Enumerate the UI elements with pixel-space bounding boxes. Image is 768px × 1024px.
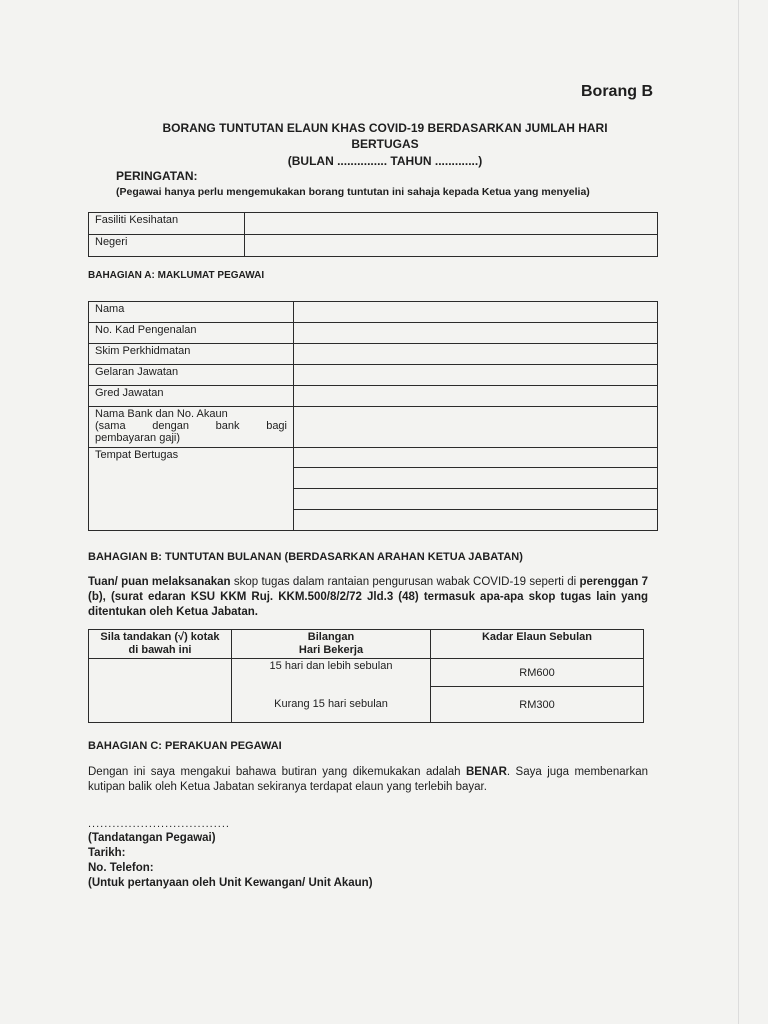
- workplace-label: Tempat Bertugas: [89, 448, 294, 531]
- ic-number-label: No. Kad Pengenalan: [89, 323, 294, 344]
- table-row: [89, 323, 658, 344]
- table-row: [89, 630, 644, 659]
- date-label: Tarikh:: [88, 847, 126, 859]
- form-title-line3: (BULAN ............... TAHUN .............): [287, 154, 483, 168]
- section-b-paragraph: [88, 575, 648, 620]
- days-option: Kurang 15 hari sebulan: [232, 687, 431, 723]
- finance-note: (Untuk pertanyaan oleh Unit Kewangan/ Unit Akaun): [88, 877, 373, 889]
- workplace-field-line1[interactable]: [294, 448, 658, 468]
- phone-label: No. Telefon:: [88, 862, 154, 874]
- facility-label: Fasiliti Kesihatan: [89, 213, 245, 235]
- form-title-line1: BORANG TUNTUTAN ELAUN KHAS COVID-19 BERDASARKAN JUMLAH HARI: [162, 121, 608, 135]
- signature-dotted-line: ...................................: [88, 818, 230, 830]
- ic-number-field[interactable]: [294, 323, 658, 344]
- facility-table: [88, 212, 658, 257]
- table-row: [89, 213, 658, 235]
- table-row: [89, 365, 658, 386]
- table-row: [89, 659, 644, 687]
- job-grade-field[interactable]: [294, 386, 658, 407]
- section-c-paragraph: [88, 765, 648, 795]
- job-title-label: Gelaran Jawatan: [89, 365, 294, 386]
- days-column-header: [232, 630, 431, 659]
- section-a-heading: BAHAGIAN A: MAKLUMAT PEGAWAI: [88, 270, 265, 281]
- warning-text: (Pegawai hanya perlu mengemukakan borang tuntutan ini sahaja kepada Ketua yang menyelia): [116, 186, 590, 198]
- days-option: 15 hari dan lebih sebulan: [232, 659, 431, 687]
- section-b-para-text: skop tugas dalam rantaian pengurusan wabak COVID-19 seperti di: [230, 576, 580, 588]
- name-field[interactable]: [294, 302, 658, 323]
- workplace-field-line2[interactable]: [294, 468, 658, 489]
- table-row: [89, 344, 658, 365]
- signature-label: (Tandatangan Pegawai): [88, 832, 216, 844]
- page-edge: [738, 0, 739, 1024]
- section-c-para-bold: BENAR: [465, 766, 507, 778]
- facility-field[interactable]: [245, 213, 658, 235]
- tick-header-line2: di bawah ini: [128, 644, 192, 656]
- job-title-field[interactable]: [294, 365, 658, 386]
- job-grade-label: Gred Jawatan: [89, 386, 294, 407]
- tick-box[interactable]: [89, 659, 232, 723]
- service-scheme-label: Skim Perkhidmatan: [89, 344, 294, 365]
- section-b-heading: BAHAGIAN B: TUNTUTAN BULANAN (BERDASARKAN ARAHAN KETUA JABATAN): [88, 551, 523, 563]
- bank-account-label: [89, 407, 294, 448]
- warning-heading: PERINGATAN:: [116, 169, 198, 183]
- table-row: [89, 407, 658, 448]
- form-label: Borang B: [581, 83, 653, 100]
- rate-value: RM300: [431, 687, 644, 723]
- bank-label-line1: Nama Bank dan No. Akaun: [95, 408, 228, 420]
- days-header-line1: Bilangan: [307, 631, 355, 643]
- monthly-claim-table: [88, 629, 644, 723]
- service-scheme-field[interactable]: [294, 344, 658, 365]
- rate-column-header: Kadar Elaun Sebulan: [431, 630, 644, 659]
- name-label: Nama: [89, 302, 294, 323]
- section-c-para-text1: Dengan ini saya mengakui bahawa butiran yang dikemukakan adalah: [88, 766, 466, 778]
- rate-value: RM600: [431, 659, 644, 687]
- officer-info-table: [88, 301, 658, 531]
- tick-header-line1: Sila tandakan (√) kotak: [100, 631, 220, 643]
- form-title-line2: BERTUGAS: [351, 137, 419, 151]
- workplace-field-line3[interactable]: [294, 489, 658, 510]
- bank-label-line2: (sama dengan bank bagi: [95, 420, 287, 432]
- signature-block: [88, 831, 373, 891]
- state-label: Negeri: [89, 235, 245, 257]
- state-field[interactable]: [245, 235, 658, 257]
- section-b-para-bold1: Tuan/ puan melaksanakan: [88, 576, 231, 588]
- table-row: [89, 302, 658, 323]
- table-row: [89, 386, 658, 407]
- table-row: [89, 235, 658, 257]
- bank-label-line3: pembayaran gaji): [95, 432, 180, 444]
- section-c-heading: BAHAGIAN C: PERAKUAN PEGAWAI: [88, 740, 282, 752]
- section-b-para-bold2: perenggan 7 (b), (surat edaran KSU KKM Ruj. KKM.500/8/2/72 Jld.3 (48) termasuk apa-apa skop tugas lain yang ditentukan oleh Ketua Jabatan.: [88, 576, 648, 618]
- table-row: [89, 448, 658, 468]
- days-header-line2: Hari Bekerja: [298, 644, 364, 656]
- tick-column-header: [89, 630, 232, 659]
- bank-account-field[interactable]: [294, 407, 658, 448]
- section-c-para-text2: . Saya juga membenarkan kutipan balik oleh Ketua Jabatan sekiranya terdapat elaun yang terlebih bayar.: [88, 766, 648, 793]
- workplace-field-line4[interactable]: [294, 510, 658, 531]
